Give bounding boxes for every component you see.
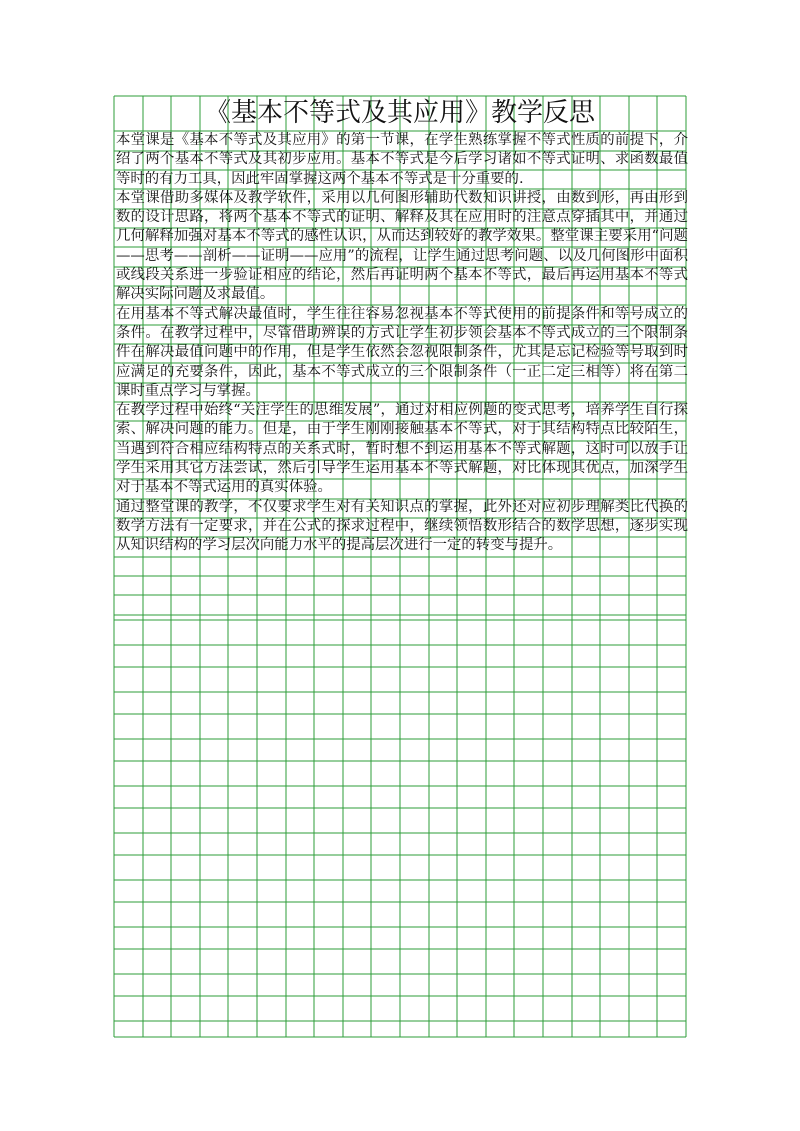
paragraph-1: 本堂课是《基本不等式及其应用》的第一节课，在学生熟练掌握不等式性质的前提下，介绍了两个基本不等式及其初步应用。基本不等式是今后学习诸如不等式证明、求函数最值等时的有力工具，因此牢固掌握这两个基本不等式是十分重要的. (116, 132, 688, 187)
paragraph-3: 在用基本不等式解决最值时，学生往往容易忽视基本不等式使用的前提条件和等号成立的条件。在教学过程中，尽管借助辨误的方式让学生初步领会基本不等式成立的三个限制条件在解决最值问题中的作用，但是学生依然会忽视限制条件，尤其是忘记检验等号取到时应满足的充要条件，因此，基本不等式成立的三个限制条件（一正二定三相等）将在第二课时重点学习与掌握。 (116, 305, 688, 399)
paragraph-2: 本堂课借助多媒体及教学软件，采用以几何图形辅助代数知识讲授，由数到形，再由形到数的设计思路，将两个基本不等式的证明、解释及其在应用时的注意点穿插其中，并通过几何解释加强对基本不等式的感性认识，从而达到较好的教学效果。整堂课主要采用“问题——思考——剖析——证明——应用”的流程，让学生通过思考问题、以及几何图形中面积或线段关系进一步验证相应的结论，然后再证明两个基本不等式，最后再运用基本不等式解决实际问题及求最值。 (116, 189, 688, 303)
document-body (116, 131, 688, 556)
paragraph-5: 通过整堂课的教学，不仅要求学生对有关知识点的掌握，此外还对应初步理解类比代换的数学方法有一定要求，并在公式的探求过程中，继续领悟数形结合的数学思想，逐步实现从知识结构的学习层次向能力水平的提高层次进行一定的转变与提升。 (116, 498, 688, 554)
document-title: 《基本不等式及其应用》教学反思 (204, 98, 595, 128)
paragraph-4: 在教学过程中始终“关注学生的思维发展”，通过对相应例题的变式思考，培养学生自行探索、解决问题的能力。但是，由于学生刚刚接触基本不等式，对于其结构特点比较陌生，当遇到符合相应结构特点的关系式时，暂时想不到运用基本不等式解题，这时可以放手让学生采用其它方法尝试，然后引导学生运用基本不等式解题，对比体现其优点，加深学生对于基本不等式运用的真实体验。 (116, 402, 688, 496)
